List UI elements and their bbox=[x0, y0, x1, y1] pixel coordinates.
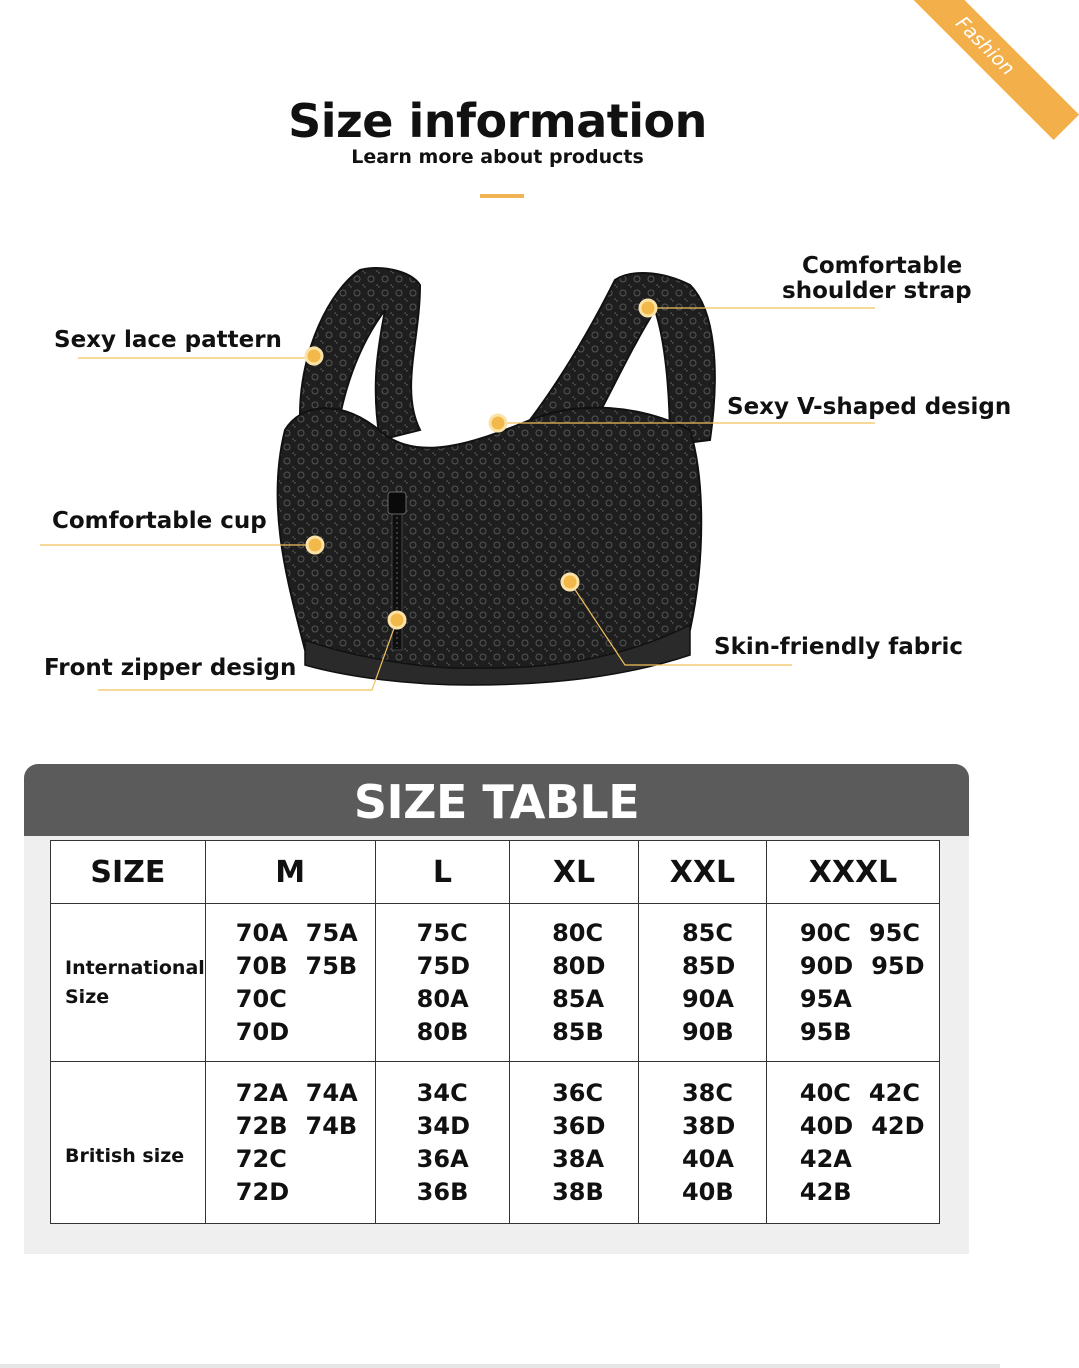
size-value: 42D bbox=[871, 1111, 925, 1140]
title-accent-bar bbox=[480, 194, 524, 198]
cell-british-l bbox=[375, 1062, 509, 1224]
size-value: 80B bbox=[416, 1017, 469, 1046]
size-value: 42B bbox=[799, 1177, 852, 1206]
size-value: 85C bbox=[681, 918, 733, 947]
size-value: 40B bbox=[681, 1177, 734, 1206]
table-row-international bbox=[51, 904, 940, 1062]
cell-intl-xl bbox=[510, 904, 639, 1062]
header-l: L bbox=[375, 841, 509, 904]
bottom-divider bbox=[0, 1364, 1000, 1368]
size-value: 36A bbox=[416, 1144, 469, 1173]
row-label-international bbox=[51, 904, 206, 1062]
cell-british-xl bbox=[510, 1062, 639, 1224]
size-value: 72A bbox=[235, 1078, 288, 1107]
callout-cup: Comfortable cup bbox=[52, 508, 267, 534]
size-value: 74A bbox=[305, 1078, 358, 1107]
size-value: 95D bbox=[871, 951, 925, 980]
size-value: 85A bbox=[552, 984, 605, 1013]
size-value: 95C bbox=[868, 918, 920, 947]
size-value: 36C bbox=[552, 1078, 604, 1107]
size-table bbox=[50, 840, 940, 1224]
size-value: 70B bbox=[235, 951, 288, 980]
cell-british-xxxl bbox=[766, 1062, 939, 1224]
size-value: 38C bbox=[681, 1078, 733, 1107]
header-m: M bbox=[205, 841, 375, 904]
size-value: 34D bbox=[416, 1111, 470, 1140]
size-value: 95A bbox=[799, 984, 852, 1013]
size-value: 72B bbox=[235, 1111, 288, 1140]
size-value: 34C bbox=[416, 1078, 468, 1107]
table-row-british bbox=[51, 1062, 940, 1224]
cell-intl-l bbox=[375, 904, 509, 1062]
product-illustration bbox=[0, 230, 1012, 720]
size-value: 72D bbox=[235, 1177, 290, 1206]
size-value: 38D bbox=[681, 1111, 736, 1140]
row-label-line2: Size bbox=[65, 985, 110, 1008]
size-value: 75C bbox=[416, 918, 468, 947]
header-xxxl: XXXL bbox=[766, 841, 939, 904]
cell-intl-m bbox=[205, 904, 375, 1062]
size-value: 90D bbox=[799, 951, 854, 980]
size-value: 70D bbox=[235, 1017, 290, 1046]
size-value: 75B bbox=[305, 951, 358, 980]
cell-intl-xxxl bbox=[766, 904, 939, 1062]
size-value: 74B bbox=[305, 1111, 358, 1140]
header-xl: XL bbox=[510, 841, 639, 904]
header-xxl: XXL bbox=[638, 841, 766, 904]
size-value: 75D bbox=[416, 951, 470, 980]
cell-british-m bbox=[205, 1062, 375, 1224]
size-value: 80A bbox=[416, 984, 469, 1013]
fashion-ribbon-label: Fashion bbox=[891, 0, 1079, 140]
size-value: 90A bbox=[681, 984, 734, 1013]
size-value: 42C bbox=[868, 1078, 920, 1107]
size-value: 36B bbox=[416, 1177, 469, 1206]
size-value: 80C bbox=[552, 918, 604, 947]
size-value: 38B bbox=[552, 1177, 604, 1206]
callout-v-shape: Sexy V-shaped design bbox=[727, 394, 1012, 420]
size-value: 85D bbox=[681, 951, 736, 980]
size-value: 40C bbox=[799, 1078, 851, 1107]
callout-lace-pattern: Sexy lace pattern bbox=[54, 327, 282, 353]
size-value: 36D bbox=[552, 1111, 606, 1140]
row-label-line1: British size bbox=[65, 1145, 185, 1167]
cell-intl-xxl bbox=[638, 904, 766, 1062]
size-value: 72C bbox=[235, 1144, 287, 1173]
header-size: SIZE bbox=[51, 841, 206, 904]
callout-shoulder-strap-line2: shoulder strap bbox=[782, 278, 972, 304]
size-table-title: SIZE TABLE bbox=[24, 764, 969, 836]
size-table-header-row bbox=[51, 841, 940, 904]
cell-british-xxl bbox=[638, 1062, 766, 1224]
row-label-british bbox=[51, 1062, 206, 1224]
page-title: Size information bbox=[288, 94, 707, 148]
size-value: 42A bbox=[799, 1144, 852, 1173]
size-value: 80D bbox=[552, 951, 606, 980]
page-subtitle: Learn more about products bbox=[351, 146, 644, 168]
size-value: 95B bbox=[799, 1017, 852, 1046]
callout-shoulder-strap-line1: Comfortable bbox=[802, 253, 963, 279]
row-label-line1: International bbox=[65, 956, 205, 979]
size-value: 40D bbox=[799, 1111, 854, 1140]
size-value: 75A bbox=[305, 918, 358, 947]
size-value: 85B bbox=[552, 1017, 604, 1046]
size-value: 38A bbox=[552, 1144, 605, 1173]
size-value: 70C bbox=[235, 984, 287, 1013]
size-value: 90B bbox=[681, 1017, 734, 1046]
size-value: 70A bbox=[235, 918, 288, 947]
callout-zipper: Front zipper design bbox=[44, 655, 297, 681]
callout-fabric: Skin-friendly fabric bbox=[714, 634, 964, 660]
size-value: 40A bbox=[681, 1144, 734, 1173]
size-value: 90C bbox=[799, 918, 851, 947]
